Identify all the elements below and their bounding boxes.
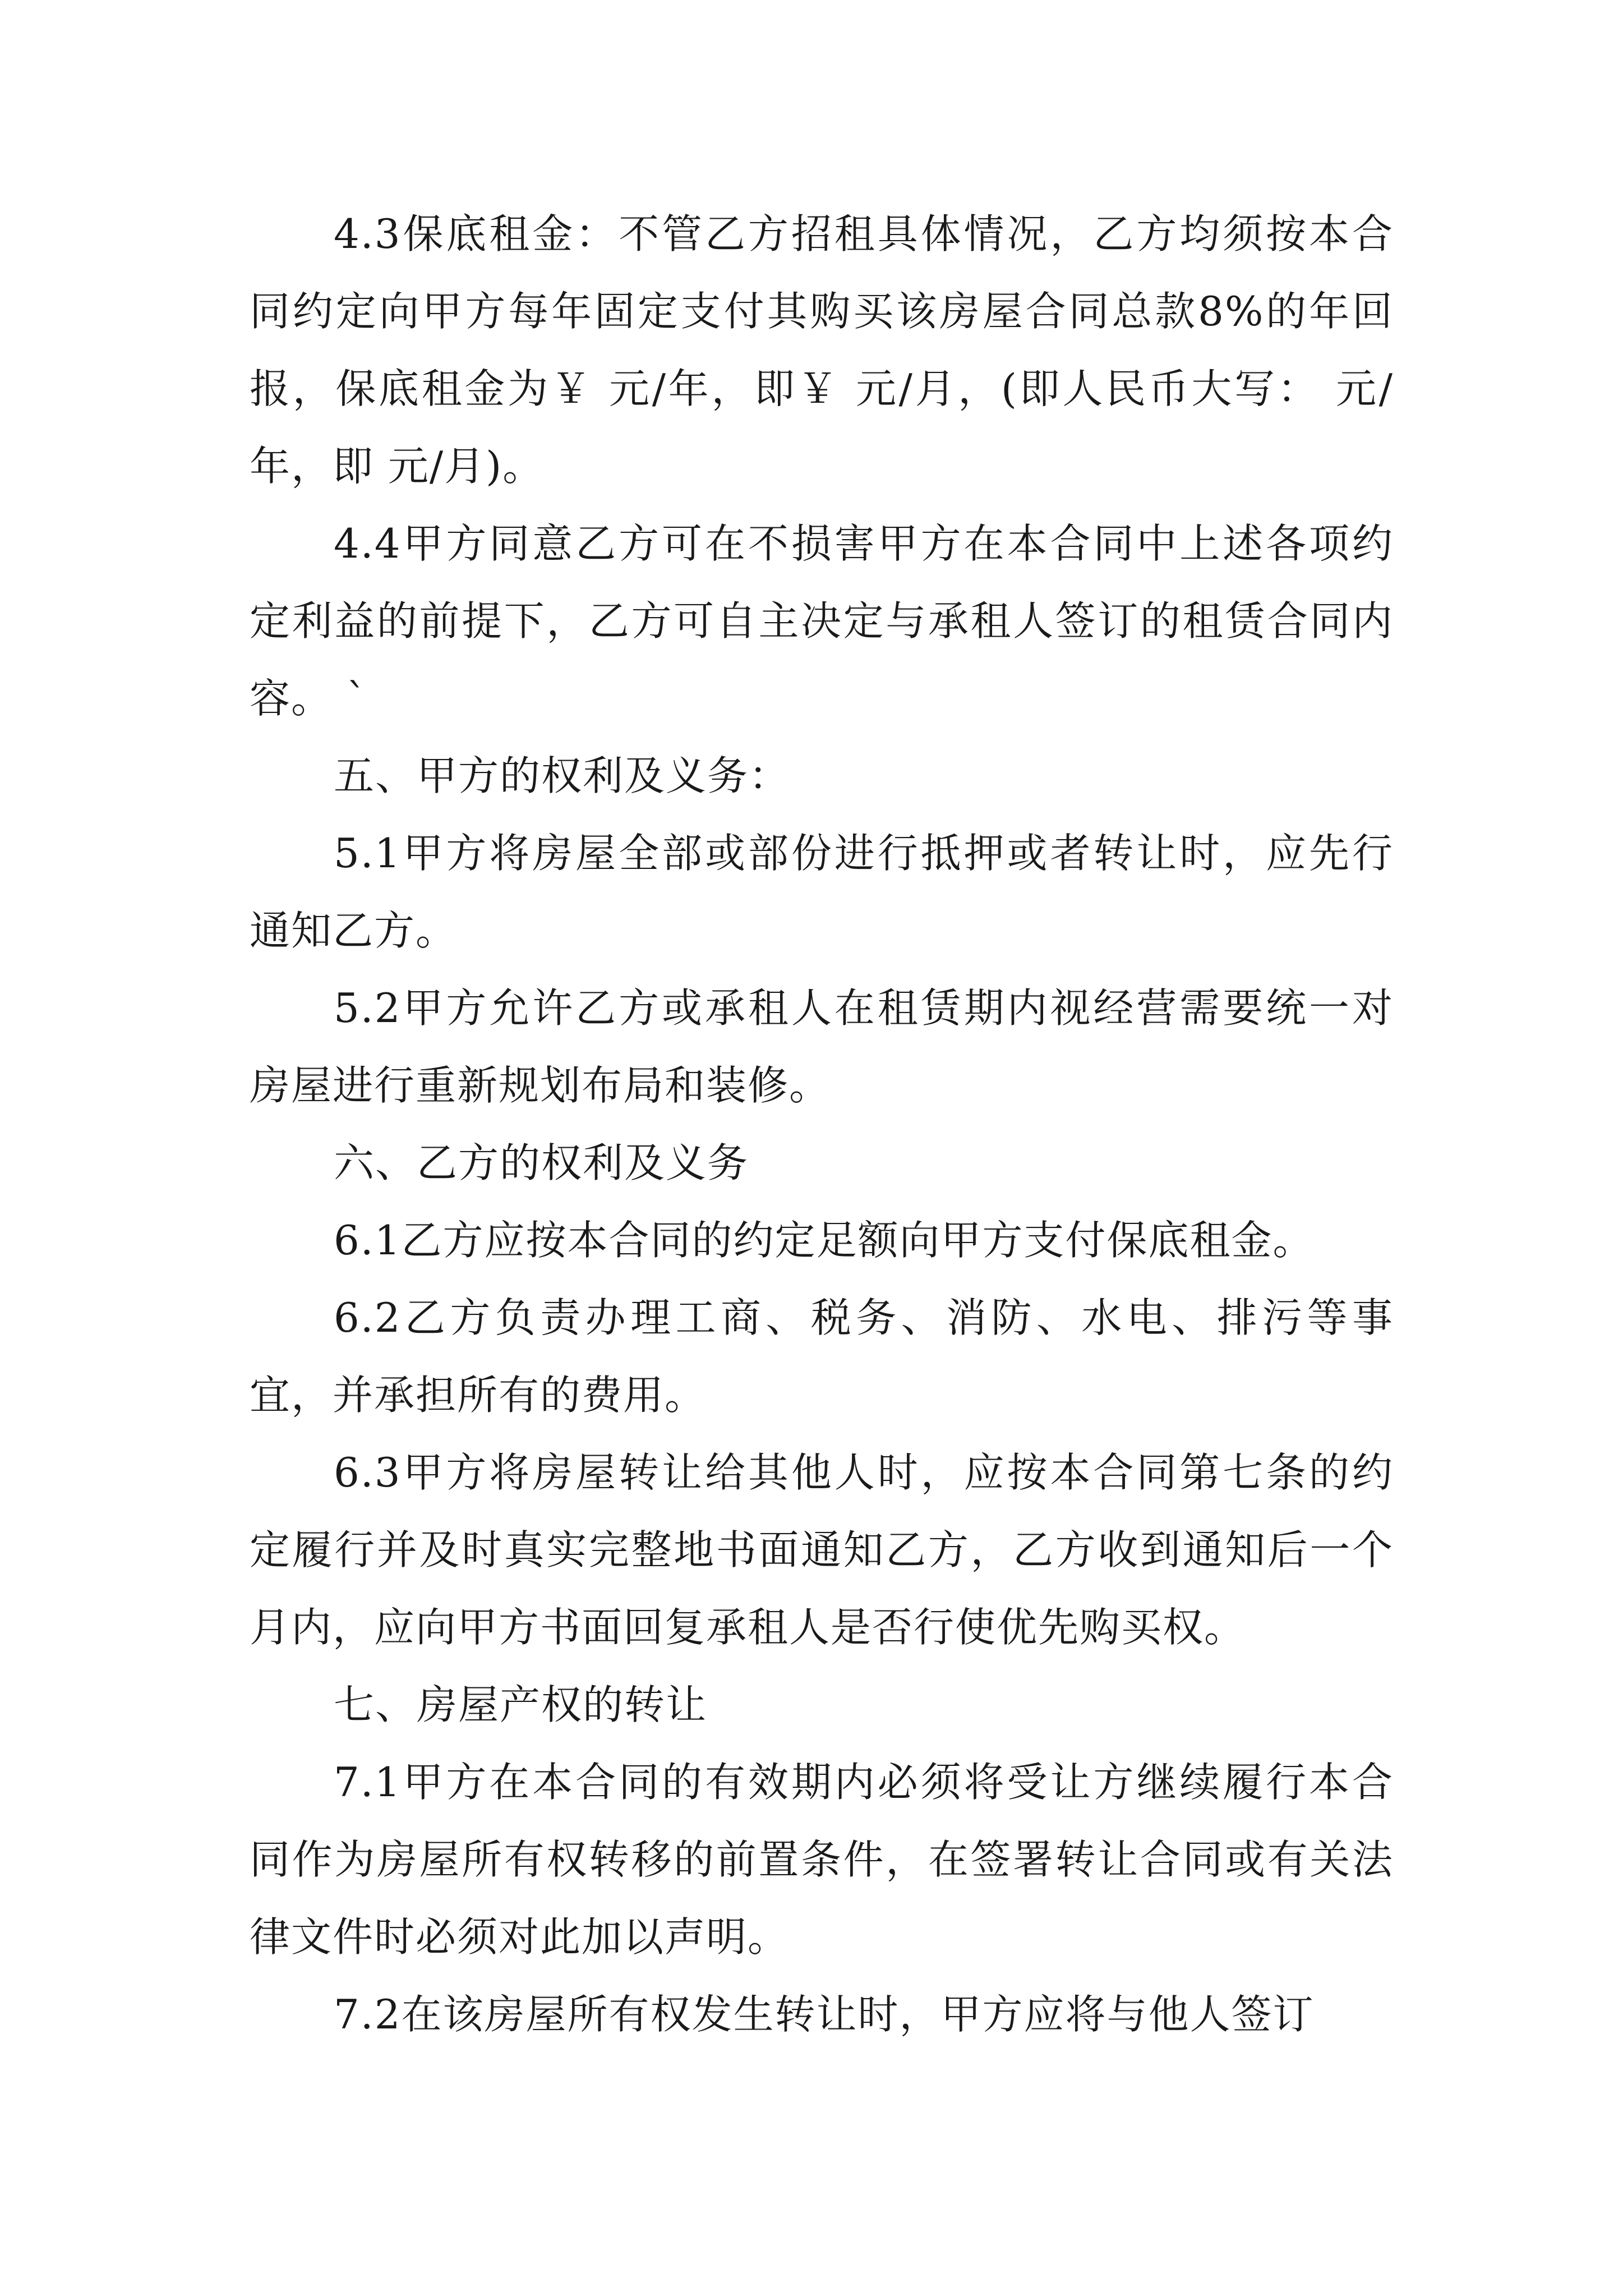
paragraph-4-4: 4.4甲方同意乙方可在不损害甲方在本合同中上述各项约定利益的前提下，乙方可自主决定与承租人签订的租赁合同内容。 `	[250, 520, 1394, 722]
paragraph-4-3: 4.3保底租金：不管乙方招租具体情况，乙方均须按本合同约定向甲方每年固定支付其购买该房屋合同总款8%的年回报，保底租金为￥ 元/年，即￥ 元/月，(即人民币大写： 元/年，即 元/月)。	[250, 210, 1394, 490]
section-heading-6: 六、乙方的权利及义务	[334, 1139, 749, 1186]
section-heading-5: 五、甲方的权利及义务：	[334, 752, 791, 799]
document-body	[250, 195, 1394, 2053]
paragraph-5-1: 5.1甲方将房屋全部或部份进行抵押或者转让时，应先行通知乙方。	[250, 830, 1394, 954]
paragraph-6-2: 6.2乙方负责办理工商、税务、消防、水电、排污等事宜，并承担所有的费用。	[250, 1294, 1394, 1419]
paragraph-6-1: 6.1乙方应按本合同的约定足额向甲方支付保底租金。	[334, 1217, 1315, 1264]
paragraph-7-1: 7.1甲方在本合同的有效期内必须将受让方继续履行本合同作为房屋所有权转移的前置条件，在签署转让合同或有关法律文件时必须对此加以声明。	[250, 1759, 1394, 1961]
paragraph-6-3: 6.3甲方将房屋转让给其他人时，应按本合同第七条的约定履行并及时真实完整地书面通知乙方，乙方收到通知后一个月内，应向甲方书面回复承租人是否行使优先购买权。	[250, 1449, 1394, 1651]
section-heading-7: 七、房屋产权的转让	[334, 1681, 708, 1728]
paragraph-5-2: 5.2甲方允许乙方或承租人在租赁期内视经营需要统一对房屋进行重新规划布局和装修。	[250, 984, 1394, 1109]
paragraph-7-2: 7.2在该房屋所有权发生转让时，甲方应将与他人签订	[334, 1991, 1315, 2038]
